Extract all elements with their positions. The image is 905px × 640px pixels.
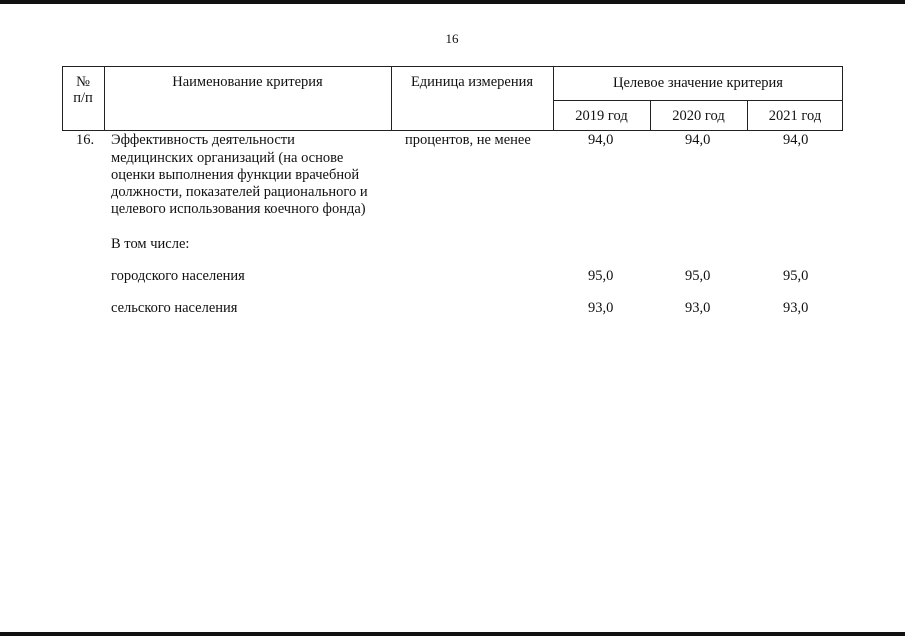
header-name: Наименование критерия	[172, 74, 323, 90]
subrow-rural-2021: 93,0	[783, 300, 809, 316]
header-num: №	[76, 74, 90, 90]
subrow-urban-2020: 95,0	[685, 268, 711, 284]
subrow-rural-label: сельского населения	[111, 300, 238, 316]
row-name-line: должности, показателей рационального и	[111, 184, 368, 200]
scan-top-border	[0, 0, 905, 4]
header-year-2021: 2021 год	[768, 108, 822, 124]
row-value-2020: 94,0	[685, 132, 711, 148]
header-unit: Единица измерения	[410, 74, 534, 90]
scan-bottom-border	[0, 632, 905, 636]
header-target: Целевое значение критерия	[613, 75, 783, 91]
subrow-urban-2021: 95,0	[783, 268, 809, 284]
row-value-2019: 94,0	[588, 132, 614, 148]
header-num-sub: п/п	[73, 90, 93, 106]
page-number: 16	[445, 31, 459, 46]
row-value-2021: 94,0	[783, 132, 809, 148]
row-unit: процентов, не менее	[405, 132, 531, 148]
header-year-2020: 2020 год	[672, 108, 725, 124]
subrow-urban-2019: 95,0	[588, 268, 614, 284]
subrow-rural-2019: 93,0	[588, 300, 614, 316]
row-name-line: целевого использования коечного фонда)	[111, 201, 366, 217]
row-num: 16.	[76, 132, 95, 148]
row-name-line: медицинских организаций (на основе	[111, 150, 344, 166]
subrow-rural-2020: 93,0	[685, 300, 711, 316]
including-label: В том числе:	[111, 236, 190, 252]
subrow-urban-label: городского населения	[111, 268, 245, 284]
row-name-line: оценки выполнения функции врачебной	[111, 167, 360, 183]
row-name-line: Эффективность деятельности	[111, 132, 295, 148]
header-year-2019: 2019 год	[575, 108, 628, 124]
